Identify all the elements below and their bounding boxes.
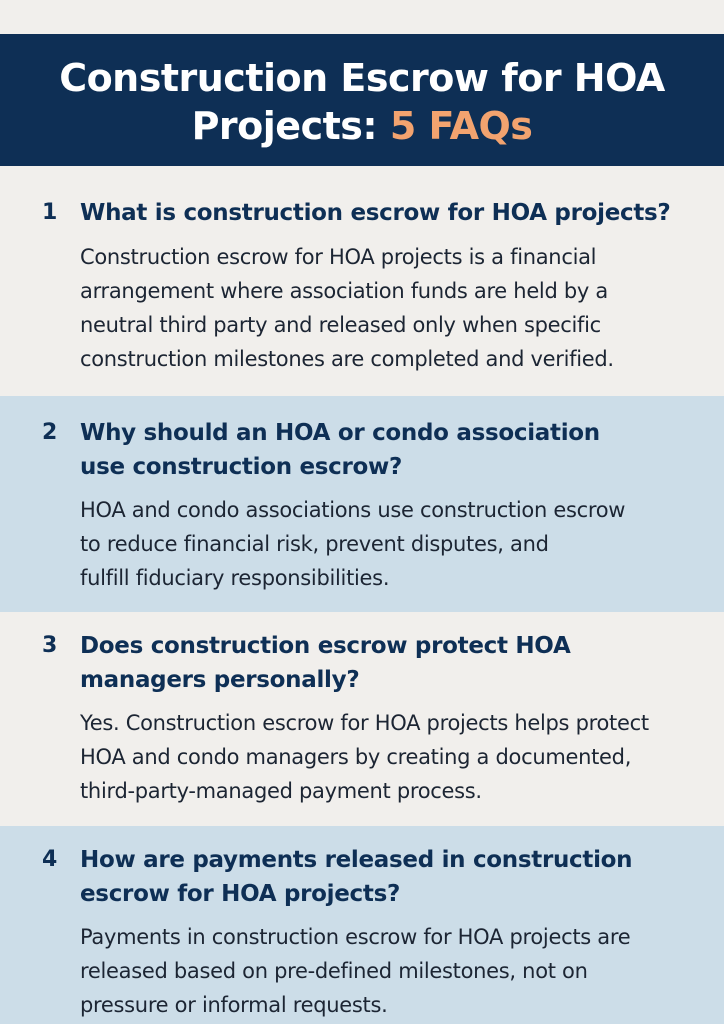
page-title-line-2	[0, 102, 724, 150]
faq-answer-line: Construction escrow for HOA projects is a financial	[80, 245, 597, 269]
faq-answer-line: to reduce financial risk, prevent disputes, and	[80, 532, 549, 556]
faq-item-4	[0, 826, 724, 1024]
faq-number: 1	[42, 200, 58, 225]
page-title-prefix: Projects:	[191, 104, 378, 148]
top-margin	[0, 0, 724, 34]
faq-answer	[80, 240, 710, 376]
faq-question-line: use construction escrow?	[80, 454, 403, 480]
page-title-line-1: Construction Escrow for HOA	[59, 56, 665, 100]
faq-question-line: How are payments released in construction	[80, 847, 633, 873]
faq-answer	[80, 920, 710, 1022]
faq-question	[80, 416, 700, 484]
faq-item-3	[0, 612, 724, 826]
faq-answer-line: fulfill fiduciary responsibilities.	[80, 566, 390, 590]
page-title-accent: 5 FAQs	[389, 104, 533, 148]
faq-item-1	[0, 166, 724, 396]
faq-number: 3	[42, 633, 58, 658]
faq-answer-line: HOA and condo associations use construction escrow	[80, 498, 626, 522]
faq-number: 2	[42, 420, 58, 445]
faq-question	[80, 196, 700, 230]
faq-answer-line: arrangement where association funds are held by a	[80, 279, 608, 303]
faq-answer	[80, 493, 710, 595]
faq-question-line: Does construction escrow protect HOA	[80, 633, 571, 659]
faq-number: 4	[42, 847, 58, 872]
page-header	[0, 34, 724, 166]
faq-item-2	[0, 396, 724, 612]
faq-question	[80, 843, 700, 911]
faq-answer-line: Payments in construction escrow for HOA projects are	[80, 925, 631, 949]
faq-answer-line: third-party-managed payment process.	[80, 779, 482, 803]
faq-answer-line: Yes. Construction escrow for HOA projects helps protect	[80, 711, 649, 735]
faq-answer-line: construction milestones are completed and verified.	[80, 347, 614, 371]
faq-answer	[80, 706, 710, 808]
faq-answer-line: neutral third party and released only when specific	[80, 313, 601, 337]
faq-question-line: escrow for HOA projects?	[80, 881, 401, 907]
faq-answer-line: pressure or informal requests.	[80, 993, 388, 1017]
faq-question-line: Why should an HOA or condo association	[80, 420, 600, 446]
faq-question-line: What is construction escrow for HOA projects?	[80, 200, 671, 226]
faq-question	[80, 629, 700, 697]
faq-answer-line: HOA and condo managers by creating a documented,	[80, 745, 632, 769]
faq-question-line: managers personally?	[80, 667, 360, 693]
faq-answer-line: released based on pre-defined milestones, not on	[80, 959, 588, 983]
